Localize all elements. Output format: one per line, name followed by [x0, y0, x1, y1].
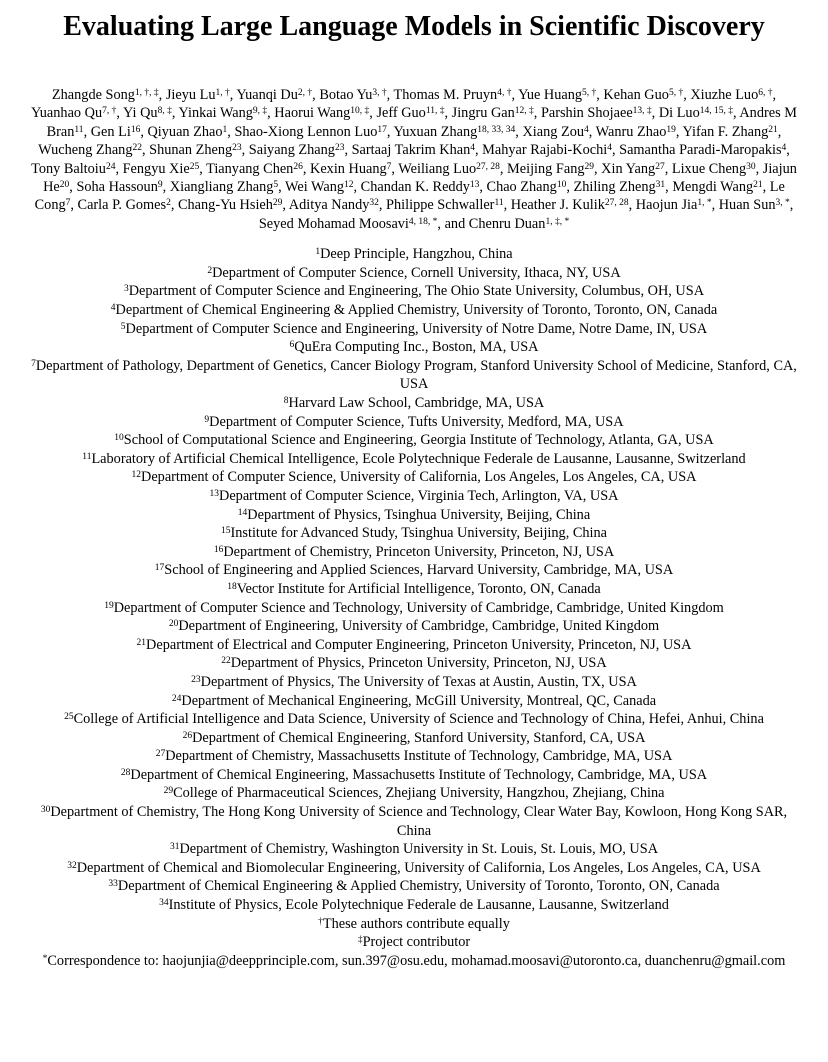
affiliation-number: 17	[154, 563, 165, 574]
author-name: Jingru Gan	[451, 105, 515, 122]
author-affiliation-marker: 4, 18, *	[408, 216, 438, 227]
author	[719, 197, 790, 213]
affiliation	[26, 282, 802, 301]
author	[289, 197, 379, 213]
affiliation	[26, 543, 802, 562]
author-affiliation-marker: 23	[232, 143, 242, 154]
affiliation-number: 14	[237, 507, 248, 518]
author-name: Sartaaj Takrim Khan	[351, 142, 471, 159]
author	[123, 161, 200, 177]
author	[619, 142, 786, 158]
author-name: and Chenru Duan	[444, 215, 546, 232]
affiliation	[26, 561, 802, 580]
affiliation	[26, 338, 802, 357]
affiliation-number: 24	[171, 693, 182, 704]
author-name: Chandan K. Reddy	[360, 179, 470, 196]
author-affiliation-marker: 1, ‡, *	[545, 216, 570, 227]
affiliation-number: 32	[67, 860, 77, 871]
affiliation-text: Department of Computer Science, University of California, Los Angeles, Los Angeles, CA, USA	[141, 469, 697, 486]
author-affiliation-marker: 31	[655, 180, 666, 191]
author	[601, 161, 665, 177]
affiliation-text: School of Computational Science and Engineering, Georgia Institute of Technology, Atlanta, GA, USA	[123, 432, 714, 449]
affiliation-number: 10	[114, 433, 124, 444]
author-affiliation-marker: 4	[781, 143, 787, 154]
author-name: Yi Qu	[123, 105, 158, 122]
affiliation-text: Department of Mechanical Engineering, McGill University, Montreal, QC, Canada	[181, 692, 657, 709]
affiliation-number: 16	[213, 544, 224, 555]
footnote-marker: †	[318, 916, 323, 927]
affiliation-text: Department of Physics, Princeton University, Princeton, NJ, USA	[230, 655, 607, 672]
author-name: Wucheng Zhang	[38, 142, 133, 159]
affiliation-text: Department of Chemical and Biomolecular Engineering, University of California, Los Angeles, Los Angeles, CA, USA	[76, 859, 761, 876]
author-name: Yuanhao Qu	[31, 105, 103, 122]
affiliation-number: 8	[283, 396, 289, 406]
affiliation-text: Harvard Law School, Cambridge, MA, USA	[288, 395, 545, 411]
author-name: Yue Huang	[518, 87, 583, 103]
author	[522, 124, 588, 140]
author	[394, 124, 516, 140]
author-affiliation-marker: 22	[132, 143, 142, 154]
author-affiliation-marker: 8, ‡	[157, 106, 172, 117]
author	[274, 105, 369, 121]
author-name: Shao-Xiong Lennon Luo	[234, 123, 378, 140]
affiliation-text: College of Pharmaceutical Sciences, Zhejiang University, Hangzhou, Zhejiang, China	[173, 785, 665, 802]
author	[452, 105, 534, 121]
author-name: Lixue Cheng	[671, 160, 747, 177]
affiliation	[26, 413, 802, 432]
affiliation	[26, 747, 802, 766]
author-name: Heather J. Kulik	[510, 197, 605, 214]
author-affiliation-marker: 5, †	[582, 88, 597, 98]
author-name: Andres M Bran	[46, 105, 797, 140]
affiliation-text: Department of Computer Science, Cornell University, Ithaca, NY, USA	[212, 264, 621, 281]
affiliation	[26, 840, 802, 859]
footnote-marker: *	[42, 953, 48, 964]
author-name: Xin Yang	[601, 160, 656, 177]
author	[603, 87, 683, 103]
author-affiliation-marker: 19	[666, 124, 676, 135]
author-name: Shunan Zheng	[149, 142, 233, 159]
author-name: Haojun Jia	[635, 197, 698, 214]
affiliation-number: 28	[120, 767, 131, 778]
affiliation-number: 27	[155, 749, 166, 760]
author-affiliation-marker: 27, 28	[604, 198, 629, 209]
author-name: Le Cong	[34, 179, 785, 214]
affiliation	[26, 599, 802, 618]
author-affiliation-marker: 4	[584, 124, 589, 135]
affiliation	[26, 673, 802, 692]
author-name: Xiangliang Zhang	[169, 179, 274, 196]
author-affiliation-marker: 27, 28	[476, 161, 500, 172]
author-affiliation-marker: 4	[470, 143, 475, 154]
paper-title: Evaluating Large Language Models in Scientific Discovery	[63, 11, 765, 42]
affiliation-number: 20	[168, 619, 179, 630]
affiliation-text: Department of Engineering, University of Cambridge, Cambridge, United Kingdom	[178, 618, 660, 635]
author-affiliation-marker: 1, *	[697, 198, 712, 209]
affiliation-text: Laboratory of Artificial Chemical Intelligence, Ecole Polytechnique Federale de Lausanne, Lausanne, Switzerland	[91, 450, 746, 467]
affiliation-number: 31	[169, 842, 180, 853]
author	[511, 197, 629, 213]
affiliation	[26, 487, 802, 506]
author-affiliation-marker: 1, †	[215, 88, 230, 98]
author-name: Botao Yu	[319, 87, 373, 103]
author	[376, 105, 444, 121]
affiliation-text: Department of Pathology, Department of Genetics, Cancer Biology Program, Stanford University School of Medicine, Stanford, CA, USA	[35, 357, 797, 393]
affiliation	[26, 357, 802, 394]
author	[596, 124, 676, 140]
author-affiliation-marker: 23	[334, 143, 345, 154]
affiliation-number: 1	[315, 247, 321, 258]
author	[672, 161, 756, 177]
affiliation	[26, 710, 802, 729]
affiliation-text: School of Engineering and Applied Sciences, Harvard University, Cambridge, MA, USA	[164, 562, 674, 579]
author-affiliation-marker: 24	[105, 161, 116, 172]
author	[310, 161, 391, 177]
affiliation-number: 15	[221, 526, 231, 537]
author-name: Samantha Paradi-Maropakis	[619, 142, 782, 159]
affiliation-number: 9	[204, 414, 210, 425]
author-affiliation-marker: 3, *	[775, 198, 790, 209]
author-name: Wei Wang	[285, 179, 345, 196]
affiliation-number: 34	[159, 898, 169, 909]
author	[234, 124, 386, 140]
author-affiliation-marker: 29	[272, 198, 283, 209]
author-name: Kexin Huang	[310, 160, 387, 177]
affiliation	[26, 580, 802, 599]
affiliation-text: Department of Chemistry, Princeton University, Princeton, NJ, USA	[223, 543, 615, 560]
affiliation-text: Deep Principle, Hangzhou, China	[320, 246, 513, 263]
author-name: Yifan F. Zhang	[682, 123, 769, 140]
author-name: Weiliang Luo	[398, 160, 477, 177]
author	[541, 105, 652, 121]
author-affiliation-marker: 10, ‡	[350, 106, 370, 117]
author	[573, 179, 665, 195]
author-name: Jieyu Lu	[165, 87, 216, 103]
author-name: Wanru Zhao	[595, 123, 667, 140]
author	[206, 161, 303, 177]
affiliation-number: 30	[40, 805, 51, 816]
footnote-list	[26, 915, 802, 971]
author-name: Gen Li	[90, 123, 131, 140]
author	[445, 216, 570, 232]
affiliation-text: Department of Computer Science and Engineering, The Ohio State University, Columbus, OH, USA	[128, 283, 705, 300]
author-affiliation-marker: 2	[166, 198, 171, 209]
affiliation-text: Department of Chemical Engineering & Applied Chemistry, University of Toronto, Toronto, ON, Canada	[115, 302, 718, 319]
author	[123, 105, 172, 121]
affiliation-number: 5	[120, 321, 126, 332]
author	[76, 179, 162, 195]
author	[38, 142, 142, 158]
affiliation-text: Department of Physics, The University of Texas at Austin, Austin, TX, USA	[200, 673, 637, 690]
affiliation	[26, 245, 802, 264]
affiliation-number: 33	[108, 879, 118, 890]
author	[178, 197, 282, 213]
author-affiliation-marker: 4	[607, 143, 612, 154]
affiliation-number: 23	[191, 674, 201, 685]
author	[386, 197, 504, 213]
author-affiliation-marker: 21	[753, 180, 763, 191]
affiliation-text: Vector Institute for Artificial Intelligence, Toronto, ON, Canada	[236, 580, 601, 597]
footnote	[26, 933, 802, 952]
author	[398, 161, 500, 177]
footnote-text: Project contributor	[362, 934, 471, 951]
author-name: Aditya Nandy	[288, 197, 370, 214]
author-affiliation-marker: 25	[189, 161, 200, 172]
author-affiliation-marker: 7, †	[102, 106, 117, 117]
author	[149, 142, 242, 158]
affiliation	[26, 264, 802, 283]
affiliation	[26, 301, 802, 320]
author-affiliation-marker: 7	[386, 161, 392, 172]
affiliation	[26, 636, 802, 655]
affiliation-text: Institute for Advanced Study, Tsinghua University, Beijing, China	[230, 525, 607, 542]
affiliation	[26, 617, 802, 636]
author-affiliation-marker: 11	[74, 124, 84, 135]
affiliation-text: Institute of Physics, Ecole Polytechnique Federale de Lausanne, Lausanne, Switzerland	[168, 897, 669, 914]
author-name: Mahyar Rajabi-Kochi	[482, 142, 608, 159]
author	[31, 161, 115, 177]
author-name: Fengyu Xie	[122, 160, 190, 177]
affiliation	[26, 729, 802, 748]
author	[31, 105, 116, 121]
author-affiliation-marker: 11, ‡	[425, 106, 445, 117]
affiliation-text: QuEra Computing Inc., Boston, MA, USA	[294, 339, 539, 356]
author-affiliation-marker: 9	[157, 180, 163, 191]
affiliation	[26, 468, 802, 487]
affiliation	[26, 859, 802, 878]
author-name: Tony Baltoiu	[31, 160, 106, 177]
author	[249, 142, 345, 158]
author	[170, 179, 278, 195]
author-name: Jeff Guo	[376, 105, 426, 122]
affiliation-text: Department of Chemistry, The Hong Kong University of Science and Technology, Clear Water Bay, Kowloon, Hong Kong SAR, China	[50, 804, 788, 839]
author	[361, 179, 480, 195]
affiliation-number: 11	[82, 451, 92, 462]
affiliation-text: Department of Computer Science, Virginia Tech, Arlington, VA, USA	[219, 487, 619, 504]
author-list: Zhangde Song$^{1, \dagger, \ddagger}$, Jieyu $Lu^{1, \dagger}$, Yuanqi $Du^{2, \dagger}$, Botao $Yu^{3, \dagger}$, Thomas M. Pruyn$^{4, \dagger}$, Yue Huang$^{5, \dagger}$, Kehan Guo$^{5, \dagger}$, Xiuzhe Luo$^{6, \dagger}$, Yuanhao $Qu^{7, \dagger}$, Yi $Qu^{8, \ddagger}$, Yinkai Wang$^{9, \ddagger}$, Haorui Wang$^{10, \ddagger}$, Jeff Guo$^{11, \ddagger}$, Jingru Gan$^{12, \ddagger}$, Parshin Shojaee$^{13, \ddagger}$, Di Luo$^{14, 15, \ddagger}$, Andres M Bran$^{11}$, Gen Li$^{16}$, Qiyuan Zhao$^1$, Shao-Xiong Lennon Luo$^{17}$, Yuxuan Zhang$^{18, 33, 34}$, Xiang Zou$^4$, Wanru Zhao$^{19}$, Yifan F. Zhang$^{21}$, Wucheng Zhang$^{22}$, Shunan Zheng$^{23}$, Saiyang Zhang$^{23}$, Sartaaj Takrim Khan$^4$, Mahyar Rajabi-Kochi$^4$, Samantha Paradi-Maropakis$^4$, Tony Baltoiu$^{24}$, Fengyu Xie$^{25}$, Tianyang Chen$^{26}$, Kexin Huang$^7$, Weiliang Luo$^{27, 28}$, Meijing Fang$^{29}$, Xin Yang$^{27}$, Lixue Cheng$^{30}$, Jiajun He$^{20}$, Soha Hassoun$^9$, Xiangliang Zhang$^5$, Wei Wang$^{12}$, Chandan K. Reddy$^{13}$, Chao Zhang$^{10}$, Zhiling Zheng$^{31}$, Mengdi Wang$^{21}$, Le Cong$^7$, Carla P. Gomes$^2$, Chang-Yu Hsieh$^{29}$, Aditya Nandy$^{32}$, Philippe Schwaller$^{11}$, Heather J. Kulik$^{27, 28}$, Haojun Jia$^{1, *}$, Huan Sun$^{3, *}$, Seyed Mohamad Moosavi$^{4, 18, *}$, and Chenru Duan$^{1, \ddagger, *}$	[31, 87, 797, 232]
author-affiliation-marker: 29	[584, 161, 594, 172]
affiliation-number: 3	[123, 284, 129, 295]
affiliation	[26, 896, 802, 915]
author	[690, 87, 772, 103]
author-affiliation-marker: 18, 33, 34	[477, 124, 516, 135]
author-affiliation-marker: 13, ‡	[632, 106, 652, 117]
author	[259, 216, 438, 232]
affiliation	[26, 877, 802, 896]
affiliation-number: 26	[182, 730, 193, 741]
affiliation	[26, 654, 802, 673]
author-name: Tianyang Chen	[206, 160, 294, 177]
footnote-text: Correspondence to: haojunjia@deepprinciple.com, sun.397@osu.edu, mohamad.moosavi@utoronto.ca, duanchenru@gmail.com	[47, 952, 786, 969]
affiliation-number: 6	[289, 340, 295, 351]
author-affiliation-marker: 12, ‡	[514, 106, 534, 117]
author-affiliation-marker: 9, ‡	[252, 106, 268, 117]
affiliation-list	[26, 245, 802, 914]
affiliation-number: 22	[221, 656, 231, 667]
author-affiliation-marker: 1	[222, 124, 228, 135]
author	[394, 87, 512, 103]
author-name: Haorui Wang	[274, 105, 351, 122]
author-affiliation-marker: 16	[130, 124, 141, 135]
affiliation-text: Department of Chemical Engineering, Massachusetts Institute of Technology, Cambridge, MA, USA	[130, 766, 708, 783]
author	[285, 179, 353, 195]
affiliation-text: Department of Electrical and Computer Engineering, Princeton University, Princeton, NJ, USA	[146, 636, 692, 653]
author-affiliation-marker: 21	[768, 124, 778, 135]
author-affiliation-marker: 27	[655, 161, 665, 172]
affiliation	[26, 803, 802, 840]
affiliation-text: Department of Chemistry, Massachusetts Institute of Technology, Cambridge, MA, USA	[165, 748, 673, 765]
author	[659, 105, 733, 121]
author-name: Chao Zhang	[486, 179, 557, 196]
author-name: Huan Sun	[718, 197, 776, 214]
footnote-marker: ‡	[357, 935, 363, 946]
author-name: Zhangde Song	[51, 87, 135, 103]
author-affiliation-marker: 20	[59, 180, 70, 191]
affiliation-text: Department of Computer Science and Technology, University of Cambridge, Cambridge, United Kingdom	[113, 599, 724, 616]
author-affiliation-marker: 26	[293, 161, 303, 172]
affiliation-number: 19	[104, 600, 114, 611]
author	[672, 179, 762, 195]
affiliation	[26, 431, 802, 450]
affiliation-number: 12	[131, 470, 141, 481]
author-name: Seyed Mohamad Moosavi	[258, 215, 409, 232]
author-name: Yinkai Wang	[178, 105, 253, 122]
author-affiliation-marker: 1, †, ‡	[134, 88, 159, 98]
author-affiliation-marker: 30	[746, 161, 756, 172]
author	[52, 87, 159, 103]
author	[482, 142, 612, 158]
affiliation-text: Department of Chemical Engineering & Applied Chemistry, University of Toronto, Toronto, ON, Canada	[117, 878, 720, 895]
author-affiliation-marker: 2, †	[297, 88, 313, 98]
author-name: Kehan Guo	[603, 87, 669, 103]
author	[91, 124, 141, 140]
affiliation-number: 25	[64, 712, 74, 723]
affiliation-text: Department of Computer Science, Tufts University, Medford, MA, USA	[209, 413, 624, 430]
author	[147, 124, 227, 140]
affiliation	[26, 692, 802, 711]
author	[682, 124, 777, 140]
author-affiliation-marker: 32	[369, 198, 379, 209]
author-affiliation-marker: 7	[65, 198, 71, 209]
affiliation-number: 4	[110, 303, 116, 314]
affiliation-text: Department of Chemistry, Washington University in St. Louis, St. Louis, MO, USA	[179, 841, 659, 858]
author-name: Meijing Fang	[507, 160, 585, 177]
author-affiliation-marker: 5, †	[668, 88, 684, 98]
affiliation-text: College of Artificial Intelligence and Data Science, University of Science and Technology of China, Hefei, Anhui, China	[73, 711, 764, 728]
affiliation	[26, 766, 802, 785]
affiliation	[26, 394, 802, 413]
author-name: Xiuzhe Luo	[690, 87, 759, 103]
affiliation-text: Department of Chemical Engineering, Stanford University, Stanford, CA, USA	[192, 729, 646, 746]
author	[78, 197, 171, 213]
author-name: Jiajun He	[43, 160, 797, 196]
affiliation-number: 13	[209, 488, 220, 499]
author	[166, 87, 230, 103]
affiliation-number: 2	[207, 265, 213, 276]
author	[507, 161, 594, 177]
footnote	[26, 952, 802, 971]
author-name: Mengdi Wang	[672, 179, 754, 196]
affiliation	[26, 506, 802, 525]
affiliation-number: 7	[31, 358, 36, 369]
author-affiliation-marker: 17	[377, 124, 387, 135]
author-name: Thomas M. Pruyn	[393, 87, 498, 103]
affiliation-text: Department of Computer Science and Engineering, University of Notre Dame, Notre Dame, IN, USA	[125, 320, 708, 337]
author-name: Chang-Yu Hsieh	[178, 197, 273, 214]
author-affiliation-marker: 6, †	[758, 88, 773, 98]
author	[487, 179, 567, 195]
affiliation	[26, 320, 802, 339]
author-affiliation-marker: 11	[494, 198, 504, 209]
footnote	[26, 915, 802, 934]
author-name: Yuanqi Du	[236, 87, 298, 103]
author	[178, 105, 267, 121]
author-affiliation-marker: 3, †	[372, 88, 387, 98]
author	[636, 197, 712, 213]
affiliation	[26, 450, 802, 469]
affiliation	[26, 784, 802, 803]
author-affiliation-marker: 5	[273, 180, 279, 191]
author	[319, 87, 386, 103]
author-name: Philippe Schwaller	[386, 197, 495, 214]
author-affiliation-marker: 14, 15, ‡	[699, 106, 733, 117]
author-affiliation-marker: 4, †	[497, 88, 512, 98]
affiliation-number: 29	[163, 786, 174, 797]
author-name: Yuxuan Zhang	[393, 123, 478, 140]
footnote-text: These authors contribute equally	[322, 915, 510, 932]
author	[236, 87, 312, 103]
author	[352, 142, 475, 158]
author-affiliation-marker: 10	[556, 180, 567, 191]
affiliation-text: Department of Physics, Tsinghua University, Beijing, China	[247, 506, 591, 523]
author-name: Parshin Shojaee	[540, 105, 633, 122]
author-name: Saiyang Zhang	[248, 142, 335, 159]
author-name: Carla P. Gomes	[77, 197, 167, 214]
affiliation-number: 18	[227, 581, 237, 592]
author-name: Soha Hassoun	[76, 179, 158, 196]
author-name: Di Luo	[658, 105, 700, 122]
author-name: Qiyuan Zhao	[147, 123, 223, 140]
author-affiliation-marker: 13	[469, 180, 480, 191]
author-affiliation-marker: 12	[344, 180, 354, 191]
affiliation	[26, 524, 802, 543]
affiliation-number: 21	[136, 637, 147, 648]
author-name: Zhiling Zheng	[573, 179, 656, 196]
author	[518, 87, 596, 103]
author-name: Xiang Zou	[522, 123, 584, 140]
